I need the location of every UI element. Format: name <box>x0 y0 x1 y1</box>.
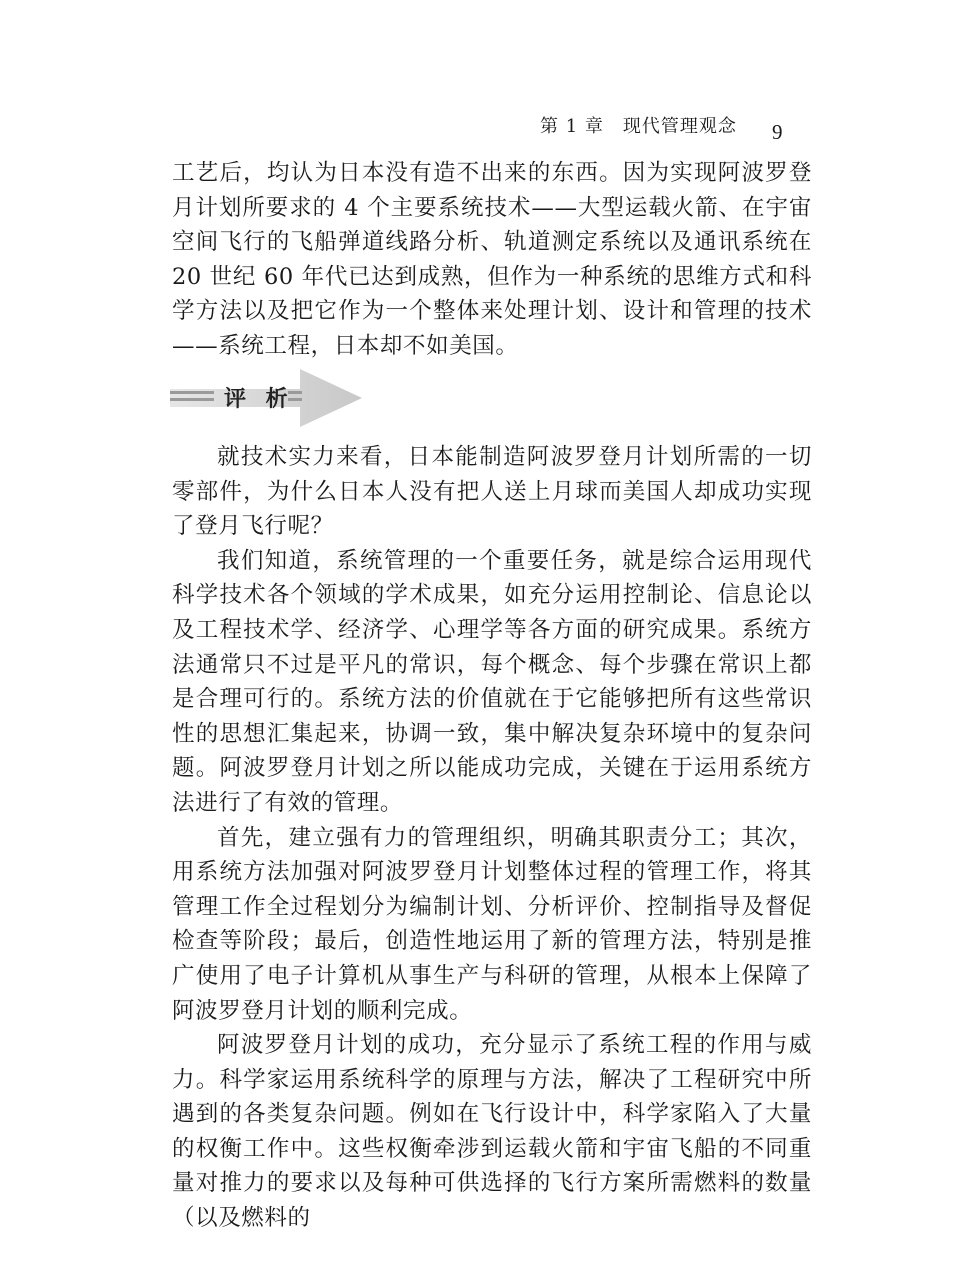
top-text-block <box>172 156 812 364</box>
running-head: 第 1 章 现代管理观念 <box>540 116 737 137</box>
paragraph: 工艺后，均认为日本没有造不出来的东西。因为实现阿波罗登月计划所要求的 4 个主要系统技术——大型运载火箭、在宇宙空间飞行的飞船弹道线路分析、轨道测定系统以及通讯系统在 20 世纪 60 年代已达到成熟，但作为一种系统的思维方式和科学方法以及把它作为一个整体来处理计划、设计和管理的技术——系统工程，日本却不如美国。 <box>172 160 812 359</box>
paragraph: 首先，建立强有力的管理组织，明确其职责分工；其次，用系统方法加强对阿波罗登月计划整体过程的管理工作，将其管理工作全过程划分为编制计划、分析评价、控制指导及督促检查等阶段；最后，创造性地运用了新的管理方法，特别是推广使用了电子计算机从事生产与科研的管理，从根本上保障了阿波罗登月计划的顺利完成。 <box>172 824 812 1024</box>
main-text-block <box>172 440 812 1236</box>
paragraph: 阿波罗登月计划的成功，充分显示了系统工程的作用与威力。科学家运用系统科学的原理与方法，解决了工程研究中所遇到的各类复杂问题。例如在飞行设计中，科学家陷入了大量的权衡工作中。这些权衡牵涉到运载火箭和宇宙飞船的不同重量对推力的要求以及每种可供选择的飞行方案所需燃料的数量（以及燃料的 <box>172 1032 812 1232</box>
section-banner-pingxi <box>170 367 365 429</box>
page-number: 9 <box>772 120 783 144</box>
section-title: 评 析 <box>224 387 294 412</box>
paragraph: 就技术实力来看，日本能制造阿波罗登月计划所需的一切零部件，为什么日本人没有把人送上月球而美国人却成功实现了登月飞行呢？ <box>172 444 812 540</box>
paragraph: 我们知道，系统管理的一个重要任务，就是综合运用现代科学技术各个领域的学术成果，如充分运用控制论、信息论以及工程技术学、经济学、心理学等各方面的研究成果。系统方法通常只不过是平凡的常识，每个概念、每个步骤在常识上都是合理可行的。系统方法的价值就在于它能够把所有这些常识性的思想汇集起来，协调一致，集中解决复杂环境中的复杂问题。阿波罗登月计划之所以能成功完成，关键在于运用系统方法进行了有效的管理。 <box>172 547 812 816</box>
